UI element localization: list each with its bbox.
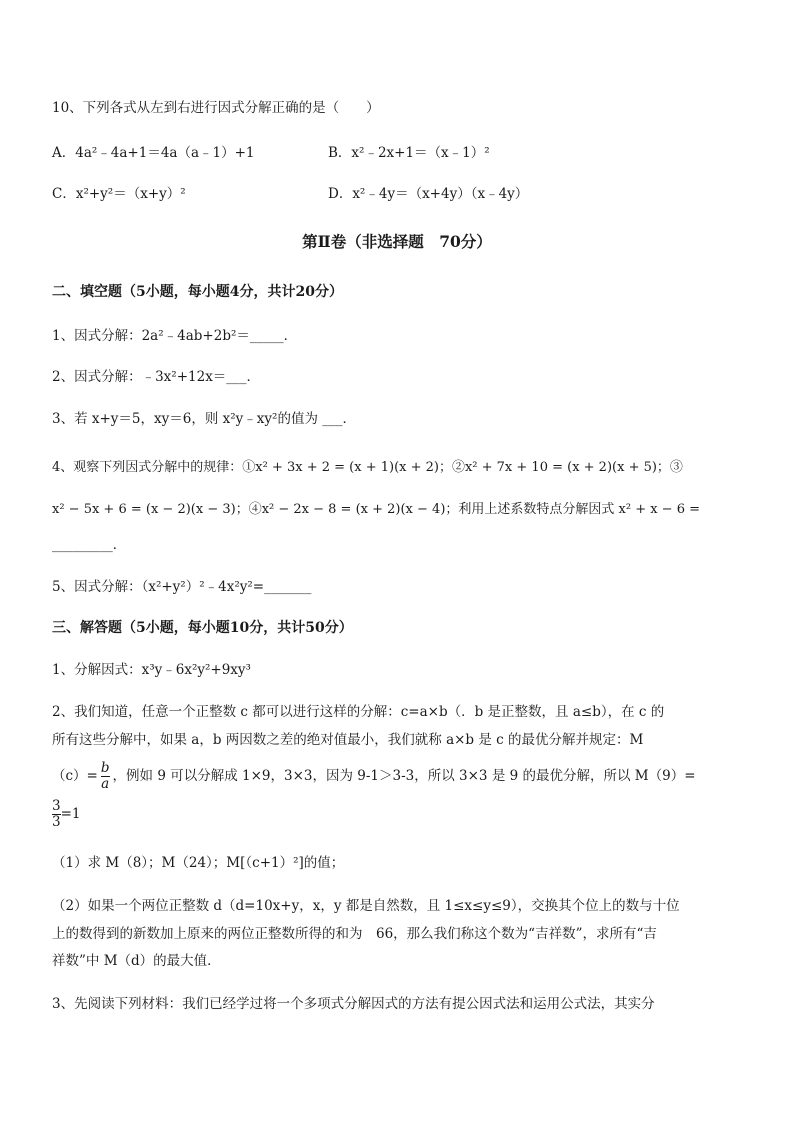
fill-q4-line-2: x² − 5x + 6 = (x − 2)(x − 3)；④x² − 2x − 8 = (x + 2)(x − 4)；利用上述系数特点分解因式 x² + x − 6 = xyxy=(52,502,701,517)
solve-q2-line-4 xyxy=(52,796,754,832)
q10-option-b: B．x²﹣2x+1＝（x﹣1）² xyxy=(328,145,490,161)
fill-q3: 3、若 x+y＝5，xy＝6，则 x²y﹣xy²的值为 ___． xyxy=(52,411,356,427)
q10-option-d: D．x²﹣4y＝（x+4y）（x﹣4y） xyxy=(328,186,529,202)
q10-option-a: A．4a²﹣4a+1＝4a（a﹣1）+1 xyxy=(52,145,255,161)
solve-section-heading: 三、解答题（5小题，每小题10分，共计50分） xyxy=(52,620,353,636)
solve-q2-sub-2-line-3: 祥数”中 M（d）的最大值． xyxy=(52,953,221,969)
q10-stem: 10、下列各式从左到右进行因式分解正确的是（ ） xyxy=(52,100,380,116)
fill-q1: 1、因式分解：2a²﹣4ab+2b²＝_____． xyxy=(52,328,298,344)
fraction-b-over-a: $\frac{b}{a}$ xyxy=(100,760,110,792)
fraction-3-over-3: $\frac{3}{3}$ xyxy=(52,798,61,830)
solve-q3: 3、先阅读下列材料：我们已经学过将一个多项式分解因式的方法有提公因式法和运用公式法，其实分 xyxy=(52,996,655,1012)
solve-q2-line-3b: ，例如 9 可以分解成 1×9，3×3，因为 9-1＞3-3，所以 3×3 是 9 的最优分解，所以 M（9）= xyxy=(112,768,696,784)
q10-options-row-2 xyxy=(52,184,754,204)
solve-q2-line-3 xyxy=(52,758,754,794)
fill-q4-line-3: _________． xyxy=(52,537,127,553)
fill-q5: 5、因式分解：（x²+y²）²﹣4x²y²=_______ xyxy=(52,579,312,595)
solve-q2-sub-2-line-2: 上的数得到的新数加上原来的两位正整数所得的和为 66，那么我们称这个数为“吉祥数”，求所有“吉 xyxy=(52,926,657,942)
q10-option-c: C．x²+y²＝（x+y）² xyxy=(52,186,186,202)
q10-options-row-1 xyxy=(52,143,754,163)
solve-q2-line-1: 2、我们知道，任意一个正整数 c 都可以进行这样的分解：c=a×b（．b 是正整数，且 a≤b），在 c 的 xyxy=(52,704,665,720)
part-2-title: 第Ⅱ卷（非选择题 70分） xyxy=(302,232,492,251)
fill-q4-line-1: 4、观察下列因式分解中的规律：①x² + 3x + 2 = (x + 1)(x + 2)；②x² + 7x + 10 = (x + 2)(x + 5)；③ xyxy=(52,460,683,475)
fill-section-heading: 二、填空题（5小题，每小题4分，共计20分） xyxy=(52,284,343,300)
solve-q2-line-4-tail: =1 xyxy=(60,806,81,822)
solve-q2-sub-1: （1）求 M（8）；M（24）；M[（c+1）²]的值； xyxy=(52,855,345,871)
solve-q2-sub-2-line-1: （2）如果一个两位正整数 d（d=10x+y，x，y 都是自然数，且 1≤x≤y≤9），交换其个位上的数与十位 xyxy=(52,898,680,914)
fill-q2: 2、因式分解：﹣3x²+12x＝___． xyxy=(52,369,261,385)
solve-q2-line-2: 所有这些分解中，如果 a，b 两因数之差的绝对值最小，我们就称 a×b 是 c 的最优分解并规定：M xyxy=(52,732,644,748)
solve-q1: 1、分解因式：x³y﹣6x²y²+9xy³ xyxy=(52,662,251,678)
solve-q2-line-3a: （c）= xyxy=(52,768,98,784)
